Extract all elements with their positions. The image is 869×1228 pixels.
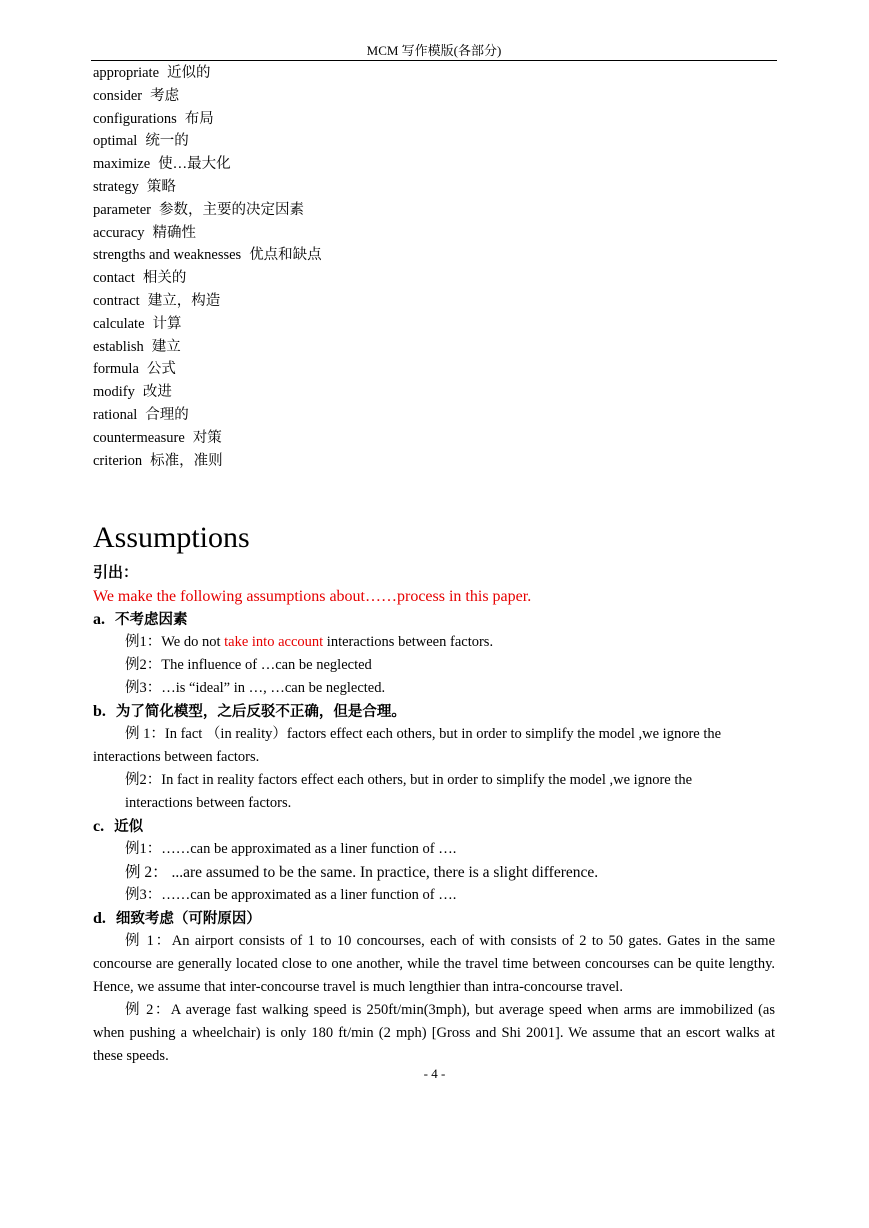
subsection-text: 不考虑因素	[115, 612, 188, 628]
vocab-zh: 对策	[192, 429, 222, 446]
section-heading: Assumptions	[93, 521, 250, 554]
vocab-zh: 公式	[146, 361, 176, 378]
intro-label: 引出：	[93, 565, 139, 581]
vocab-en: maximize	[93, 156, 151, 173]
example-d2: 例 2：A average fast walking speed is 250ft/min(3mph), but average speed when arms are immobilized (as when pushing a wheelchair) is only 180 ft/min (2 mph) [Gross and Shi 2001]. We assume that an escort walks at these speeds.	[93, 1002, 775, 1064]
example-b2-line1: 例2：In fact in reality factors effect each others, but in order to simplify the model ,we ignore the	[125, 772, 693, 788]
vocab-en: criterion	[93, 452, 143, 469]
vocab-zh: 标准，准则	[150, 452, 223, 469]
example-c2: 例 2： ...are assumed to be the same. In practice, there is a slight difference.	[125, 864, 599, 881]
vocab-item	[93, 153, 322, 176]
vocab-item	[93, 108, 322, 131]
vocab-item	[93, 62, 322, 85]
example-a3: 例3：…is “ideal” in …, …can be neglected.	[125, 680, 386, 696]
vocab-item	[93, 404, 322, 427]
vocab-zh: 考虑	[150, 87, 180, 104]
vocab-item	[93, 199, 322, 222]
subsection-text: 细致考虑（可附原因）	[115, 911, 261, 927]
example-a1: 例1：We do not take into account interactions between factors.	[125, 634, 494, 650]
page-number: - 4 -	[423, 1066, 446, 1081]
vocab-en: contact	[93, 270, 135, 287]
subsection-c-title	[93, 815, 775, 838]
vocab-en: optimal	[93, 133, 138, 150]
highlight-text: take into account	[224, 634, 324, 650]
vocab-zh: 使…最大化	[158, 156, 231, 173]
vocab-en: consider	[93, 87, 143, 104]
subsection-letter: d.	[93, 910, 106, 927]
vocab-en: parameter	[93, 201, 151, 218]
vocab-en: configurations	[93, 110, 177, 127]
vocab-zh: 合理的	[145, 406, 189, 423]
vocab-en: calculate	[93, 315, 145, 332]
vocab-zh: 建立	[151, 338, 181, 355]
vocab-en: formula	[93, 361, 139, 378]
vocab-item	[93, 336, 322, 359]
subsection-letter: a.	[93, 611, 105, 628]
vocab-zh: 建立，构造	[147, 292, 221, 309]
vocab-zh: 优点和缺点	[249, 247, 322, 264]
subsection-letter: c.	[93, 818, 105, 835]
example-b1-line1: 例 1：In fact （in reality）factors effect each others, but in order to simplify the model ,we ignore the	[125, 726, 722, 742]
header-title: MCM 写作模版(各部分)	[366, 43, 502, 58]
example-c3: 例3：……can be approximated as a liner function of ….	[125, 887, 457, 903]
vocab-item	[93, 450, 322, 473]
vocab-en: appropriate	[93, 65, 160, 81]
vocab-en: countermeasure	[93, 429, 185, 446]
vocab-zh: 相关的	[142, 270, 187, 287]
vocab-zh: 参数，主要的决定因素	[158, 201, 304, 218]
vocab-zh: 近似的	[167, 65, 211, 81]
example-c1: 例1：……can be approximated as a liner function of ….	[125, 841, 457, 857]
vocab-item	[93, 290, 322, 313]
intro-sentence: We make the following assumptions about……process in this paper.	[93, 588, 532, 605]
vocab-item	[93, 267, 322, 290]
vocab-item	[93, 427, 322, 450]
vocab-item	[93, 313, 322, 336]
subsection-d-title	[93, 907, 775, 930]
subsection-text: 为了简化模型，之后反驳不正确，但是合理。	[115, 704, 406, 720]
subsection-letter: b.	[93, 703, 106, 720]
vocab-en: strengths and weaknesses	[93, 247, 242, 264]
assumptions-content	[93, 562, 775, 1068]
vocab-item	[93, 222, 322, 245]
example-b2-line2: interactions between factors.	[125, 795, 292, 811]
vocab-item	[93, 358, 322, 381]
vocab-en: strategy	[93, 178, 139, 195]
vocab-en: modify	[93, 384, 135, 401]
vocab-zh: 策略	[146, 178, 176, 195]
vocab-zh: 计算	[152, 315, 182, 332]
subsection-b-title	[93, 700, 775, 723]
vocab-item	[93, 381, 322, 404]
vocab-zh: 布局	[184, 110, 214, 127]
example-d1: 例 1：An airport consists of 1 to 10 concourses, each of with consists of 2 to 50 gates. Gates in the same concourse are generally located close to one another, while the travel time between concourses can be quite lengthy. Hence, we assume that inter-concourse travel is much lengthier than intra-concourse travel.	[93, 933, 775, 995]
vocab-en: contract	[93, 292, 140, 309]
vocab-en: rational	[93, 406, 138, 423]
vocab-item	[93, 85, 322, 108]
vocab-en: accuracy	[93, 224, 145, 241]
vocabulary-list	[93, 62, 322, 472]
subsection-text: 近似	[114, 819, 144, 835]
vocab-zh: 统一的	[145, 133, 189, 150]
vocab-item	[93, 130, 322, 153]
example-b1-line2: interactions between factors.	[93, 749, 260, 765]
example-a2: 例2：The influence of …can be neglected	[125, 657, 372, 673]
vocab-zh: 精确性	[152, 224, 197, 241]
vocab-item	[93, 176, 322, 199]
vocab-en: establish	[93, 338, 144, 355]
vocab-item	[93, 244, 322, 267]
vocab-zh: 改进	[142, 384, 172, 401]
page-header	[91, 36, 777, 61]
subsection-a-title	[93, 608, 775, 631]
